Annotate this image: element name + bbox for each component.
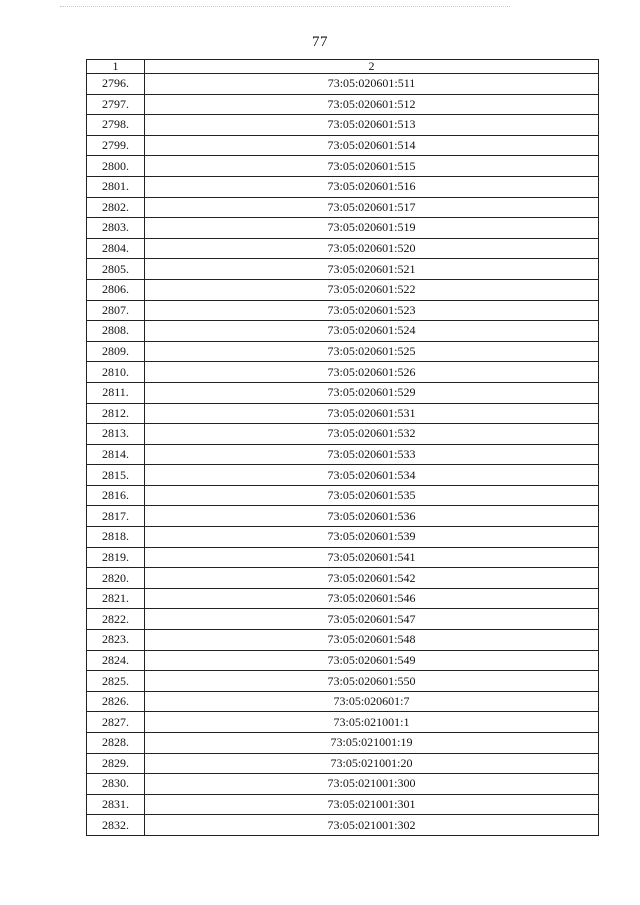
cadastral-number-cell: 73:05:020601:524 (145, 321, 599, 342)
row-index-cell: 2817. (87, 506, 145, 527)
table-row (87, 691, 599, 712)
cadastral-number-cell: 73:05:020601:548 (145, 630, 599, 651)
table-row (87, 794, 599, 815)
row-index-cell: 2829. (87, 753, 145, 774)
cadastral-number-cell: 73:05:020601:513 (145, 115, 599, 136)
cadastral-number-cell: 73:05:020601:519 (145, 218, 599, 239)
row-index-cell: 2816. (87, 485, 145, 506)
cadastral-number-cell: 73:05:020601:539 (145, 527, 599, 548)
table-row (87, 485, 599, 506)
table-body (87, 74, 599, 836)
table-row (87, 300, 599, 321)
cadastral-number-cell: 73:05:020601:522 (145, 279, 599, 300)
cadastral-number-cell: 73:05:020601:534 (145, 465, 599, 486)
cadastral-number-cell: 73:05:020601:7 (145, 691, 599, 712)
row-index-cell: 2796. (87, 74, 145, 95)
cadastral-number-cell: 73:05:021001:302 (145, 815, 599, 836)
cadastral-number-cell: 73:05:020601:547 (145, 609, 599, 630)
cadastral-number-cell: 73:05:020601:531 (145, 403, 599, 424)
cadastral-number-cell: 73:05:020601:526 (145, 362, 599, 383)
cadastral-number-cell: 73:05:020601:532 (145, 424, 599, 445)
table-row (87, 424, 599, 445)
row-index-cell: 2818. (87, 527, 145, 548)
table-row (87, 197, 599, 218)
table-row (87, 774, 599, 795)
row-index-cell: 2805. (87, 259, 145, 280)
cadastral-number-cell: 73:05:020601:520 (145, 238, 599, 259)
table-row (87, 630, 599, 651)
table-row (87, 259, 599, 280)
table-row (87, 94, 599, 115)
row-index-cell: 2827. (87, 712, 145, 733)
cadastral-number-cell: 73:05:021001:19 (145, 733, 599, 754)
row-index-cell: 2797. (87, 94, 145, 115)
table-row (87, 403, 599, 424)
cadastral-number-cell: 73:05:020601:521 (145, 259, 599, 280)
row-index-cell: 2802. (87, 197, 145, 218)
table-row (87, 382, 599, 403)
row-index-cell: 2823. (87, 630, 145, 651)
column-header-cadastral-number: 2 (145, 60, 599, 74)
table-row (87, 588, 599, 609)
cadastral-number-cell: 73:05:020601:535 (145, 485, 599, 506)
table-row (87, 341, 599, 362)
table-row (87, 238, 599, 259)
cadastral-number-cell: 73:05:020601:516 (145, 176, 599, 197)
row-index-cell: 2815. (87, 465, 145, 486)
table-row (87, 115, 599, 136)
cadastral-number-cell: 73:05:020601:550 (145, 671, 599, 692)
table-header-row (87, 60, 599, 74)
cadastral-number-cell: 73:05:020601:533 (145, 444, 599, 465)
table-row (87, 547, 599, 568)
table-row (87, 465, 599, 486)
table-row (87, 671, 599, 692)
row-index-cell: 2811. (87, 382, 145, 403)
row-index-cell: 2831. (87, 794, 145, 815)
row-index-cell: 2832. (87, 815, 145, 836)
row-index-cell: 2809. (87, 341, 145, 362)
cadastral-number-cell: 73:05:020601:542 (145, 568, 599, 589)
cadastral-number-cell: 73:05:021001:1 (145, 712, 599, 733)
table-row (87, 279, 599, 300)
table-row (87, 506, 599, 527)
row-index-cell: 2826. (87, 691, 145, 712)
cadastral-number-cell: 73:05:020601:512 (145, 94, 599, 115)
table-row (87, 321, 599, 342)
row-index-cell: 2819. (87, 547, 145, 568)
cadastral-number-cell: 73:05:021001:300 (145, 774, 599, 795)
table-row (87, 815, 599, 836)
row-index-cell: 2807. (87, 300, 145, 321)
row-index-cell: 2812. (87, 403, 145, 424)
table-row (87, 650, 599, 671)
scan-artifact-line (60, 6, 510, 11)
row-index-cell: 2803. (87, 218, 145, 239)
cadastral-number-cell: 73:05:020601:517 (145, 197, 599, 218)
table-row (87, 712, 599, 733)
cadastral-number-cell: 73:05:020601:546 (145, 588, 599, 609)
row-index-cell: 2825. (87, 671, 145, 692)
table-row (87, 444, 599, 465)
row-index-cell: 2798. (87, 115, 145, 136)
cadastral-number-cell: 73:05:021001:20 (145, 753, 599, 774)
cadastral-number-cell: 73:05:020601:529 (145, 382, 599, 403)
table-row (87, 733, 599, 754)
table-row (87, 218, 599, 239)
column-header-index: 1 (87, 60, 145, 74)
table-row (87, 156, 599, 177)
row-index-cell: 2821. (87, 588, 145, 609)
cadastral-number-table (86, 59, 599, 836)
page-number: 77 (312, 34, 328, 50)
cadastral-number-cell: 73:05:020601:541 (145, 547, 599, 568)
row-index-cell: 2830. (87, 774, 145, 795)
row-index-cell: 2813. (87, 424, 145, 445)
row-index-cell: 2800. (87, 156, 145, 177)
cadastral-number-cell: 73:05:020601:515 (145, 156, 599, 177)
table-row (87, 753, 599, 774)
row-index-cell: 2820. (87, 568, 145, 589)
table-row (87, 568, 599, 589)
table-row (87, 74, 599, 95)
table-row (87, 609, 599, 630)
row-index-cell: 2810. (87, 362, 145, 383)
table-row (87, 527, 599, 548)
row-index-cell: 2822. (87, 609, 145, 630)
row-index-cell: 2814. (87, 444, 145, 465)
table-row (87, 362, 599, 383)
table-row (87, 176, 599, 197)
cadastral-number-cell: 73:05:020601:536 (145, 506, 599, 527)
row-index-cell: 2808. (87, 321, 145, 342)
row-index-cell: 2804. (87, 238, 145, 259)
cadastral-number-cell: 73:05:020601:525 (145, 341, 599, 362)
row-index-cell: 2801. (87, 176, 145, 197)
table-row (87, 135, 599, 156)
row-index-cell: 2824. (87, 650, 145, 671)
cadastral-number-cell: 73:05:020601:549 (145, 650, 599, 671)
row-index-cell: 2828. (87, 733, 145, 754)
cadastral-number-cell: 73:05:020601:523 (145, 300, 599, 321)
cadastral-number-cell: 73:05:020601:511 (145, 74, 599, 95)
cadastral-number-cell: 73:05:020601:514 (145, 135, 599, 156)
row-index-cell: 2799. (87, 135, 145, 156)
row-index-cell: 2806. (87, 279, 145, 300)
cadastral-number-cell: 73:05:021001:301 (145, 794, 599, 815)
